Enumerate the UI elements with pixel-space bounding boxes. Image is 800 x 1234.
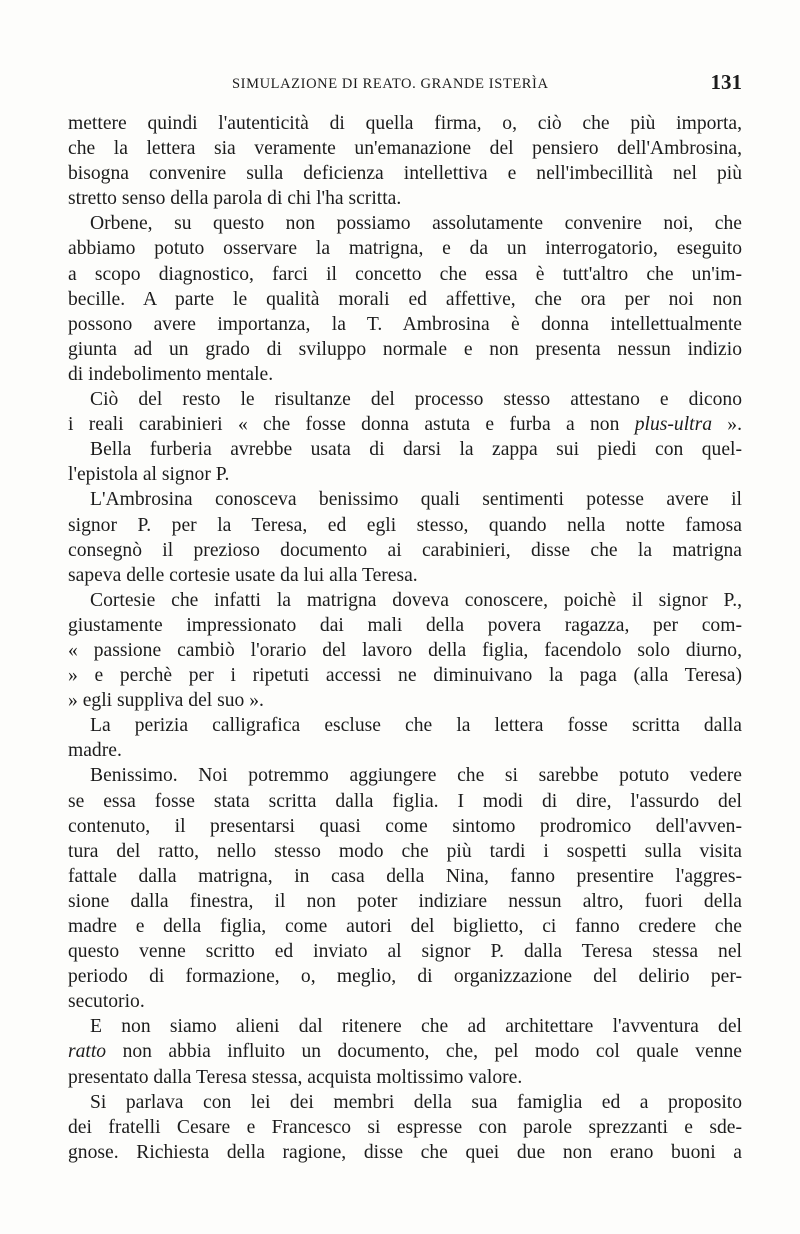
text-line: » egli suppliva del suo ». bbox=[68, 690, 264, 712]
text-line: contenuto, il presentarsi quasi come sintomo prodromico dell'avven- bbox=[68, 815, 742, 837]
text-line: consegnò il prezioso documento ai carabinieri, disse che la matrigna bbox=[68, 539, 742, 561]
text-line: a scopo diagnostico, farci il concetto che essa è tutt'altro che un'im- bbox=[68, 263, 742, 285]
text-line: i reali carabinieri « che fosse donna astuta e furba a non plus-ultra ». bbox=[68, 414, 742, 436]
text-line: » e perchè per i ripetuti accessi ne diminuivano la paga (alla Teresa) bbox=[68, 665, 742, 687]
text-line: becille. A parte le qualità morali ed affettive, che ora per noi non bbox=[68, 288, 742, 310]
text-line: presentato dalla Teresa stessa, acquista moltissimo valore. bbox=[68, 1066, 523, 1088]
text-line: Ciò del resto le risultanze del processo stesso attestano e dicono bbox=[90, 389, 742, 411]
text-line: Si parlava con lei dei membri della sua famiglia ed a proposito bbox=[90, 1091, 742, 1113]
italic-phrase: ratto bbox=[68, 1041, 107, 1063]
text-line: Bella furberia avrebbe usata di darsi la zappa sui piedi con quel- bbox=[90, 439, 742, 461]
text-line: giunta ad un grado di sviluppo normale e non presenta nessun indizio bbox=[68, 338, 742, 360]
text-line: sapeva delle cortesie usate da lui alla Teresa. bbox=[68, 564, 418, 586]
text-line: fattale dalla matrigna, in casa della Nina, fanno presentire l'aggres- bbox=[68, 865, 742, 887]
text-line: secutorio. bbox=[68, 991, 145, 1013]
body-text bbox=[68, 111, 742, 1165]
text-line: possono avere importanza, la T. Ambrosina è donna intellettualmente bbox=[68, 313, 742, 335]
text-line: Benissimo. Noi potremmo aggiungere che si sarebbe potuto vedere bbox=[90, 765, 742, 787]
text-line: ratto non abbia influito un documento, che, pel modo col quale venne bbox=[68, 1041, 742, 1063]
text-line: sione dalla finestra, il non poter indiziare nessun altro, fuori della bbox=[68, 890, 742, 912]
text-line: madre. bbox=[68, 740, 122, 762]
text-line: gnose. Richiesta della ragione, disse che quei due non erano buoni a bbox=[68, 1141, 742, 1163]
text-line: E non siamo alieni dal ritenere che ad architettare l'avventura del bbox=[90, 1016, 742, 1038]
text-line: dei fratelli Cesare e Francesco si espresse con parole sprezzanti e sde- bbox=[68, 1116, 742, 1138]
text-line: tura del ratto, nello stesso modo che più tardi i sospetti sulla visita bbox=[68, 840, 742, 862]
text-line: che la lettera sia veramente un'emanazione del pensiero dell'Ambrosina, bbox=[68, 138, 742, 160]
text-line: signor P. per la Teresa, ed egli stesso, quando nella notte famosa bbox=[68, 514, 742, 536]
text-line: mettere quindi l'autenticità di quella firma, o, ciò che più importa, bbox=[68, 113, 742, 134]
text-line: La perizia calligrafica escluse che la lettera fosse scritta dalla bbox=[90, 715, 742, 737]
text-line: di indebolimento mentale. bbox=[68, 363, 274, 385]
text-line: L'Ambrosina conosceva benissimo quali sentimenti potesse avere il bbox=[90, 489, 742, 511]
text-line: se essa fosse stata scritta dalla figlia. I modi di dire, l'assurdo del bbox=[68, 790, 742, 812]
running-title: SIMULAZIONE DI REATO. GRANDE ISTERÌA bbox=[232, 76, 549, 92]
running-head bbox=[68, 72, 742, 98]
text-line: madre e della figlia, come autori del biglietto, ci fanno credere che bbox=[68, 916, 742, 937]
text-line: « passione cambiò l'orario del lavoro della figlia, facendolo solo diurno, bbox=[68, 639, 742, 661]
text-line: giustamente impressionato dai mali della povera ragazza, per com- bbox=[68, 614, 742, 636]
text-line: Orbene, su questo non possiamo assolutamente convenire noi, che bbox=[90, 213, 742, 235]
italic-phrase: plus-ultra bbox=[634, 414, 712, 436]
text-line: Cortesie che infatti la matrigna doveva conoscere, poichè il signor P., bbox=[90, 589, 742, 611]
text-line: bisogna convenire sulla deficienza intellettiva e nell'imbecillità nel più bbox=[68, 163, 742, 185]
text-line: periodo di formazione, o, meglio, di organizzazione del delirio per- bbox=[68, 966, 742, 988]
page-number: 131 bbox=[710, 70, 742, 94]
text-line: abbiamo potuto osservare la matrigna, e da un interrogatorio, eseguito bbox=[68, 238, 742, 260]
text-line: questo venne scritto ed inviato al signor P. dalla Teresa stessa nel bbox=[68, 941, 742, 963]
text-line: l'epistola al signor P. bbox=[68, 464, 230, 486]
text-line: stretto senso della parola di chi l'ha scritta. bbox=[68, 188, 402, 210]
